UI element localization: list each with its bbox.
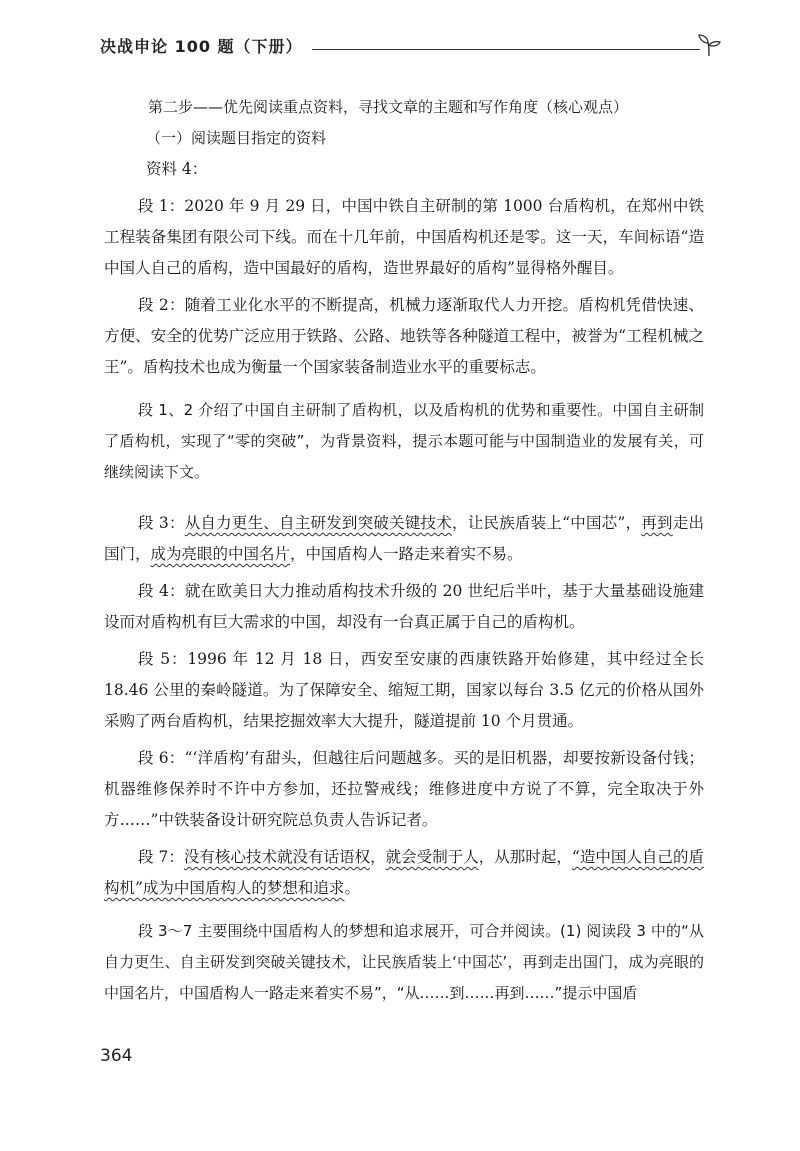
page-number: 364 [100, 1046, 133, 1066]
commentary-1: 段 1、2 介绍了中国自主研制了盾构机，以及盾构机的优势和重要性。中国自主研制了盾构机，实现了“零的突破”，为背景资料，提示本题可能与中国制造业的发展有关，可继续阅读下文。 [104, 401, 704, 481]
paragraph-6: 段 6：“‘洋盾构’有甜头，但越往后问题越多。买的是旧机器，却要按新设备付钱；机器维修保养时不许中方参加，还拉警戒线；维修进度中方说了不算，完全取决于外方……”中铁装备设计研究院总负责人告诉记者。 [104, 749, 704, 829]
paragraph-5: 段 5：1996 年 12 月 18 日，西安至安康的西康铁路开始修建，其中经过全长 18.46 公里的秦岭隧道。为了保障安全、缩短工期，国家以每台 3.5 亿元的价格从国外采购了两台盾构机，结果挖掘效率大大提升，隧道提前 10 个月贯通。 [104, 650, 704, 730]
paragraph-3-text-3: ，中国盾构人一路走来着实不易。 [290, 545, 523, 563]
paragraph-7-emphasis-1: 没有核心技术就没有话语权 [183, 848, 371, 866]
book-title: 决战申论 100 题（下册） [100, 37, 303, 56]
paragraph-7 [104, 842, 704, 904]
paragraph-7-lead: 段 7： [138, 848, 184, 866]
paragraph-7-text-2: ，从那时起， [478, 848, 572, 866]
paragraph-3-emphasis-3: 成为亮眼的中国名片 [150, 545, 291, 563]
paragraph-3-emphasis-1: 从自力更生、自主研发到突破关键技术 [184, 514, 453, 532]
material-label: 资料 4： [146, 160, 208, 178]
section-subheading: （一）阅读题目指定的资料 [146, 129, 327, 147]
paragraph-7-text-1: ， [370, 848, 386, 866]
paragraph-7-emphasis-3: “造中国人自己的盾构机”成为中国盾构人的梦想和追求 [104, 848, 704, 897]
commentary-2: 段 3～7 主要围绕中国盾构人的梦想和追求展开，可合并阅读。(1) 阅读段 3 中的“从自力更生、自主研发到突破关键技术，让民族盾装上‘中国芯’，再到走出国门，成为亮眼的中国名片，中国盾构人一路走来着实不易”，“从……到……再到……”提示中国盾 [104, 922, 704, 1002]
paragraph-7-emphasis-2: 就会受制于人 [385, 848, 479, 866]
running-header [100, 30, 720, 70]
paragraph-1: 段 1：2020 年 9 月 29 日，中国中铁自主研制的第 1000 台盾构机，在郑州中铁工程装备集团有限公司下线。而在十几年前，中国盾构机还是零。这一天，车间标语“造中国人自己的盾构，造中国最好的盾构，造世界最好的盾构”显得格外醒目。 [104, 197, 704, 277]
paragraph-3-text-1: ，让民族盾装上“中国芯”， [452, 514, 642, 532]
paragraph-7-text-3: 。 [344, 879, 360, 897]
paragraph-3-emphasis-2: 再到 [641, 514, 673, 532]
paragraph-3 [104, 508, 704, 570]
paragraph-2: 段 2：随着工业化水平的不断提高，机械力逐渐取代人力开挖。盾构机凭借快速、方便、安全的优势广泛应用于铁路、公路、地铁等各种隧道工程中，被誉为“工程机械之王”。盾构技术也成为衡量一个国家装备制造业水平的重要标志。 [104, 296, 704, 376]
sprout-icon [696, 32, 722, 58]
header-rule [312, 49, 700, 50]
page-body [104, 92, 704, 1009]
step-heading: 第二步——优先阅读重点资料，寻找文章的主题和写作角度（核心观点） [148, 98, 629, 116]
paragraph-3-lead: 段 3： [138, 514, 185, 532]
paragraph-3-text-2: 走出国门， [104, 514, 704, 563]
paragraph-4: 段 4：就在欧美日大力推动盾构技术升级的 20 世纪后半叶，基于大量基础设施建设而对盾构机有巨大需求的中国，却没有一台真正属于自己的盾构机。 [104, 582, 704, 631]
